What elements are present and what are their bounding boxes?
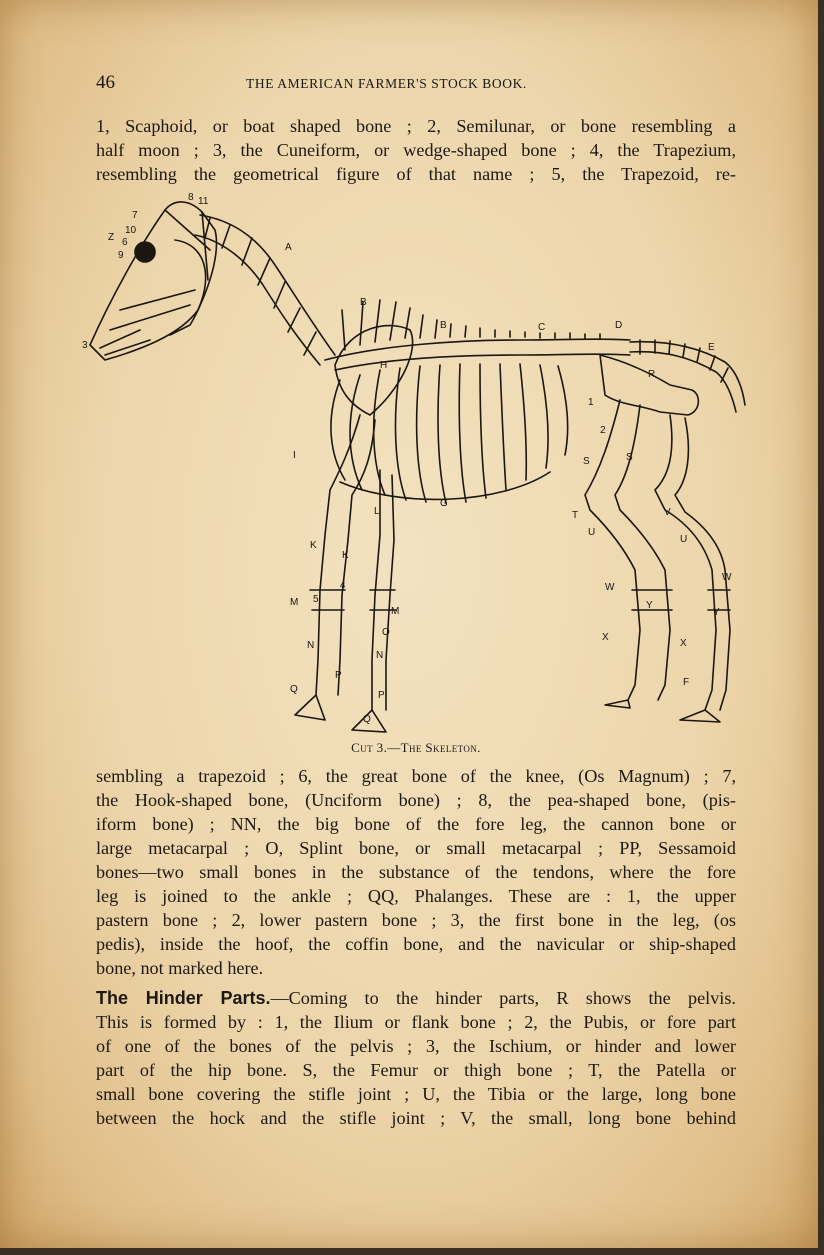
label-Z: Z <box>108 232 115 243</box>
text-line: the Hook-shaped bone, (Unciform bone) ; 8, the pea-shaped bone, (pis- <box>96 790 736 810</box>
label-Q: Q <box>290 684 298 695</box>
text-line: 1, Scaphoid, or boat shaped bone ; 2, Semilunar, or bone resembling a <box>96 116 736 136</box>
label-M: M <box>391 606 400 617</box>
label-S: S <box>583 456 590 467</box>
label-U: U <box>680 534 688 545</box>
label-10: 10 <box>125 225 137 236</box>
label-O: O <box>382 627 390 638</box>
label-R: R <box>648 369 656 380</box>
rib-cage <box>331 364 568 503</box>
running-head: THE AMERICAN FARMER'S STOCK BOOK. <box>246 76 527 91</box>
text-line: pastern bone ; 2, lower pastern bone ; 3, the first bone in the leg, (os <box>96 910 736 930</box>
label-H: H <box>380 360 388 371</box>
spine <box>325 300 630 370</box>
skeleton-illustration <box>80 190 760 746</box>
text-line: iform bone) ; NN, the big bone of the fore leg, the cannon bone or <box>96 814 736 834</box>
label-K: K <box>342 550 349 561</box>
hind-legs <box>585 400 730 722</box>
label-G: G <box>440 498 448 509</box>
label-8: 8 <box>188 192 194 203</box>
top-paragraph <box>96 114 736 186</box>
label-N: N <box>307 640 315 651</box>
text-line: leg is joined to the ankle ; QQ, Phalanges. These are : 1, the upper <box>96 886 736 906</box>
page-header <box>96 72 736 96</box>
label-2: 2 <box>600 425 606 436</box>
text-line: sembling a trapezoid ; 6, the great bone of the knee, (Os Magnum) ; 7, <box>96 766 736 786</box>
text-line <box>96 986 736 1010</box>
text-line: bone, not marked here. <box>96 958 264 978</box>
hinder-parts-paragraph <box>96 986 736 1130</box>
label-Y: Y <box>646 600 653 611</box>
label-B: B <box>440 320 447 331</box>
label-1: 1 <box>588 397 594 408</box>
scapula <box>335 326 413 415</box>
page-number: 46 <box>96 72 115 93</box>
text-line: half moon ; 3, the Cuneiform, or wedge-shaped bone ; 4, the Trapezium, <box>96 140 736 160</box>
label-X: X <box>602 632 609 643</box>
text-line: pedis), inside the hoof, the coffin bone, and the navicular or ship-shaped <box>96 934 736 954</box>
label-L: L <box>374 506 380 517</box>
label-9: 9 <box>118 250 124 261</box>
label-C: C <box>538 322 546 333</box>
label-E: E <box>708 342 715 353</box>
section-heading: The Hinder Parts. <box>96 988 271 1008</box>
text-line: bones—two small bones in the substance of the tendons, where the fore <box>96 862 736 882</box>
label-W: W <box>605 582 615 593</box>
middle-paragraph <box>96 764 736 980</box>
figure-labels <box>82 192 732 725</box>
label-P: P <box>378 690 385 701</box>
figure-caption: Cut 3.—The Skeleton. <box>351 740 481 755</box>
skeleton-drawing <box>80 190 760 746</box>
pelvis <box>600 355 698 415</box>
label-6: 6 <box>122 237 128 248</box>
fore-legs <box>295 415 396 732</box>
label-7: 7 <box>132 210 138 221</box>
label-U: U <box>588 527 596 538</box>
text-line: resembling the geometrical figure of that name ; 5, the Trapezoid, re- <box>96 164 736 184</box>
text-line: part of the hip bone. S, the Femur or thigh bone ; T, the Patella or <box>96 1060 736 1080</box>
text-line: large metacarpal ; O, Splint bone, or small metacarpal ; PP, Sessamoid <box>96 838 736 858</box>
label-11: 11 <box>198 196 209 207</box>
label-B: B <box>360 297 367 308</box>
label-5: 5 <box>313 594 319 605</box>
label-N: N <box>376 650 384 661</box>
label-A: A <box>285 242 292 253</box>
label-M: M <box>290 597 299 608</box>
text-line: small bone covering the stifle joint ; U, the Tibia or the large, long bone <box>96 1084 736 1104</box>
label-D: D <box>615 320 623 331</box>
text-line: This is formed by : 1, the Ilium or flank bone ; 2, the Pubis, or fore part <box>96 1012 736 1032</box>
label-T: T <box>572 510 579 521</box>
label-S: S <box>626 452 633 463</box>
label-4: 4 <box>340 580 346 591</box>
label-W: W <box>722 572 732 583</box>
label-3: 3 <box>82 340 88 351</box>
label-K: K <box>310 540 317 551</box>
text-span: —Coming to the hinder parts, R shows the pelvis. <box>270 988 736 1008</box>
skull <box>90 202 216 360</box>
label-I: I <box>293 450 296 461</box>
label-F: F <box>683 677 690 688</box>
label-P: P <box>335 670 342 681</box>
label-X: X <box>680 638 687 649</box>
text-line: between the hock and the stifle joint ; V, the small, long bone behind <box>96 1108 736 1128</box>
text-line: of one of the bones of the pelvis ; 3, the Ischium, or hinder and lower <box>96 1036 736 1056</box>
label-V: V <box>664 507 671 518</box>
label-Q: Q <box>363 714 371 725</box>
label-Y: Y <box>713 607 720 618</box>
